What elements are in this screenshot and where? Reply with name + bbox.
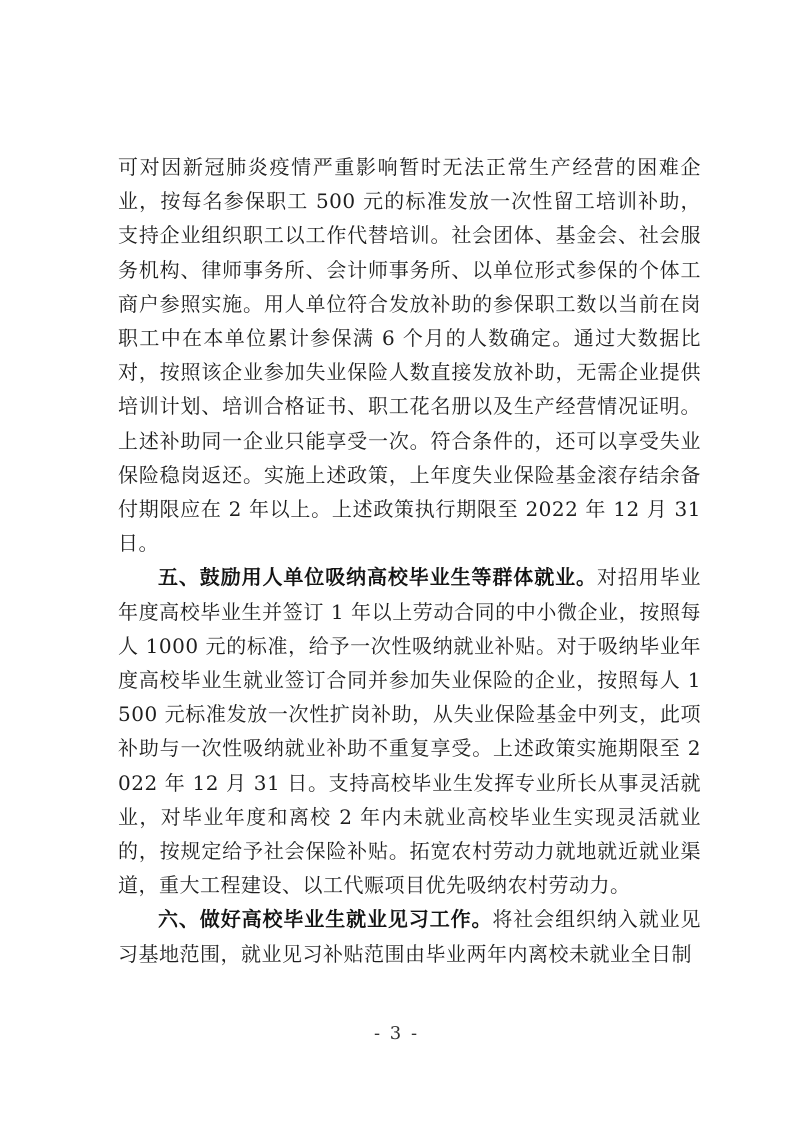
paragraph-section-5 [118,560,701,902]
section-heading: 六、做好高校毕业生就业见习工作。 [158,907,493,932]
section-heading: 五、鼓励用人单位吸纳高校毕业生等群体就业。 [158,565,597,590]
paragraph-continued [118,150,701,560]
document-body [118,150,701,971]
paragraph-text: 对招用毕业年度高校毕业生并签订 1 年以上劳动合同的中小微企业，按照每人 1000 元的标准，给予一次性吸纳就业补贴。对于吸纳毕业年度高校毕业生就业签订合同并参加失业保险的企业，按照每人 1500 元标准发放一次性扩岗补助，从失业保险基金中列支，此项补助与一次性吸纳就业补助不重复享受。上述政策实施期限至 2022 年 12 月 31 日。支持高校毕业生发挥专业所长从事灵活就业，对毕业年度和离校 2 年内未就业高校毕业生实现灵活就业的，按规定给予社会保险补贴。拓宽农村劳动力就地就近就业渠道，重大工程建设、以工代赈项目优先吸纳农村劳动力。 [118,565,702,898]
paragraph-text: 可对因新冠肺炎疫情严重影响暂时无法正常生产经营的困难企业，按每名参保职工 500 元的标准发放一次性留工培训补助，支持企业组织职工以工作代替培训。社会团体、基金会、社会服务机构、律师事务所、会计师事务所、以单位形式参保的个体工商户参照实施。用人单位符合发放补助的参保职工数以当前在岗职工中在本单位累计参保满 6 个月的人数确定。通过大数据比对，按照该企业参加失业保险人数直接发放补助，无需企业提供培训计划、培训合格证书、职工花名册以及生产经营情况证明。上述补助同一企业只能享受一次。符合条件的，还可以享受失业保险稳岗返还。实施上述政策，上年度失业保险基金滚存结余备付期限应在 2 年以上。上述政策执行期限至 2022 年 12 月 31 日。 [118,155,701,556]
paragraph-text: 将社会组织纳入就业见习基地范围，就业见习补贴范围由毕业两年内离校未就业全日制 [118,907,702,966]
page-number: - 3 - [373,1023,420,1044]
paragraph-section-6 [118,902,701,970]
